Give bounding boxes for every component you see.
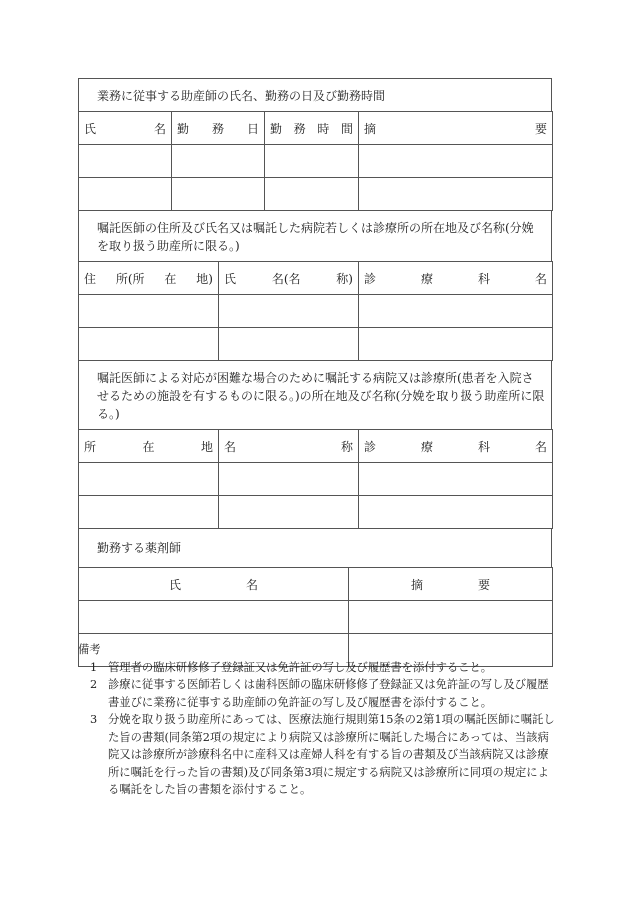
note-number: 2 (90, 678, 98, 691)
commissioned-hospital-section-title: 嘱託医師による対応が困難な場合のために嘱託する病院又は診療所(患者を入院させるための施設を有するものに限る。)の所在地及び名称(分娩を取り扱う助産所に限る。) (78, 361, 552, 429)
header-name: 氏 名 (84, 121, 166, 136)
pharmacists-header-row (79, 568, 553, 601)
commissioned-doctor-table (78, 261, 553, 361)
header-facility-name: 名 称 (224, 439, 353, 454)
table-row (79, 295, 553, 328)
table-row (79, 463, 553, 496)
header-name: 氏 名(名 称) (224, 271, 353, 286)
input-cell[interactable] (219, 496, 359, 529)
note-text: 診療に従事する医師若しくは歯科医師の臨床研修修了登録証又は免許証の写し及び履歴書並びに業務に従事する助産師の免許証の写し及び履歴書を添付すること。 (108, 678, 549, 709)
input-cell[interactable] (359, 496, 553, 529)
input-cell[interactable] (79, 328, 219, 361)
commissioned-doctor-header-row (79, 262, 553, 295)
input-cell[interactable] (219, 295, 359, 328)
table-row (79, 496, 553, 529)
header-workday: 勤 務 日 (177, 121, 259, 136)
pharmacists-section-title: 勤務する薬剤師 (78, 529, 552, 567)
input-cell[interactable] (359, 295, 553, 328)
notes-heading: 備考 (78, 643, 101, 656)
input-cell[interactable] (79, 145, 172, 178)
header-remarks: 摘 要 (364, 121, 547, 136)
table-row (79, 601, 553, 634)
note-text: 分娩を取り扱う助産所にあっては、医療法施行規則第15条の2第1項の嘱託医師に嘱託した旨の書類(同条第2項の規定により病院又は診療所に嘱託した場合にあっては、当該病院又は診療所が診療科名中に産科又は産婦人科を有する旨の書類及び当該病院又は診療所に嘱託を行った旨の書類)及び同条第3項に規定する病院又は診療所に同項の規定による嘱託をした旨の書類を添付すること。 (108, 713, 555, 796)
commissioned-hospital-header-row (79, 430, 553, 463)
note-number: 1 (90, 660, 98, 674)
input-cell[interactable] (79, 496, 219, 529)
commissioned-hospital-table (78, 429, 553, 529)
header-name: 氏 名 (169, 577, 258, 592)
input-cell[interactable] (172, 178, 265, 211)
commissioned-doctor-section-title: 嘱託医師の住所及び氏名又は嘱託した病院若しくは診療所の所在地及び名称(分娩を取り扱う助産所に限る。) (78, 211, 552, 261)
midwives-section-title: 業務に従事する助産師の氏名、勤務の日及び勤務時間 (78, 78, 552, 111)
input-cell[interactable] (349, 601, 553, 634)
input-cell[interactable] (265, 145, 359, 178)
header-location: 所 在 地 (84, 439, 213, 454)
table-row (79, 178, 553, 211)
input-cell[interactable] (79, 295, 219, 328)
input-cell[interactable] (219, 463, 359, 496)
input-cell[interactable] (79, 178, 172, 211)
input-cell[interactable] (359, 463, 553, 496)
input-cell[interactable] (359, 328, 553, 361)
midwives-header-row (79, 112, 553, 145)
note-number: 3 (90, 713, 98, 726)
form (78, 78, 552, 667)
input-cell[interactable] (172, 145, 265, 178)
table-row (79, 145, 553, 178)
header-work-hours: 勤 務 時 間 (270, 121, 353, 136)
notes (78, 641, 558, 799)
input-cell[interactable] (79, 601, 349, 634)
note-item (84, 676, 558, 711)
input-cell[interactable] (359, 178, 553, 211)
input-cell[interactable] (265, 178, 359, 211)
header-department: 診 療 科 名 (364, 439, 547, 454)
note-text: 管理者の臨床研修修了登録証又は免許証の写し及び履歴書を添付すること。 (108, 660, 493, 674)
header-address: 住 所(所 在 地) (84, 271, 213, 286)
table-row (79, 328, 553, 361)
header-remarks: 摘 要 (411, 577, 490, 592)
input-cell[interactable] (219, 328, 359, 361)
note-item (84, 659, 558, 677)
header-department: 診 療 科 名 (364, 271, 547, 286)
midwives-table (78, 111, 553, 211)
input-cell[interactable] (359, 145, 553, 178)
note-item (84, 711, 558, 799)
input-cell[interactable] (79, 463, 219, 496)
